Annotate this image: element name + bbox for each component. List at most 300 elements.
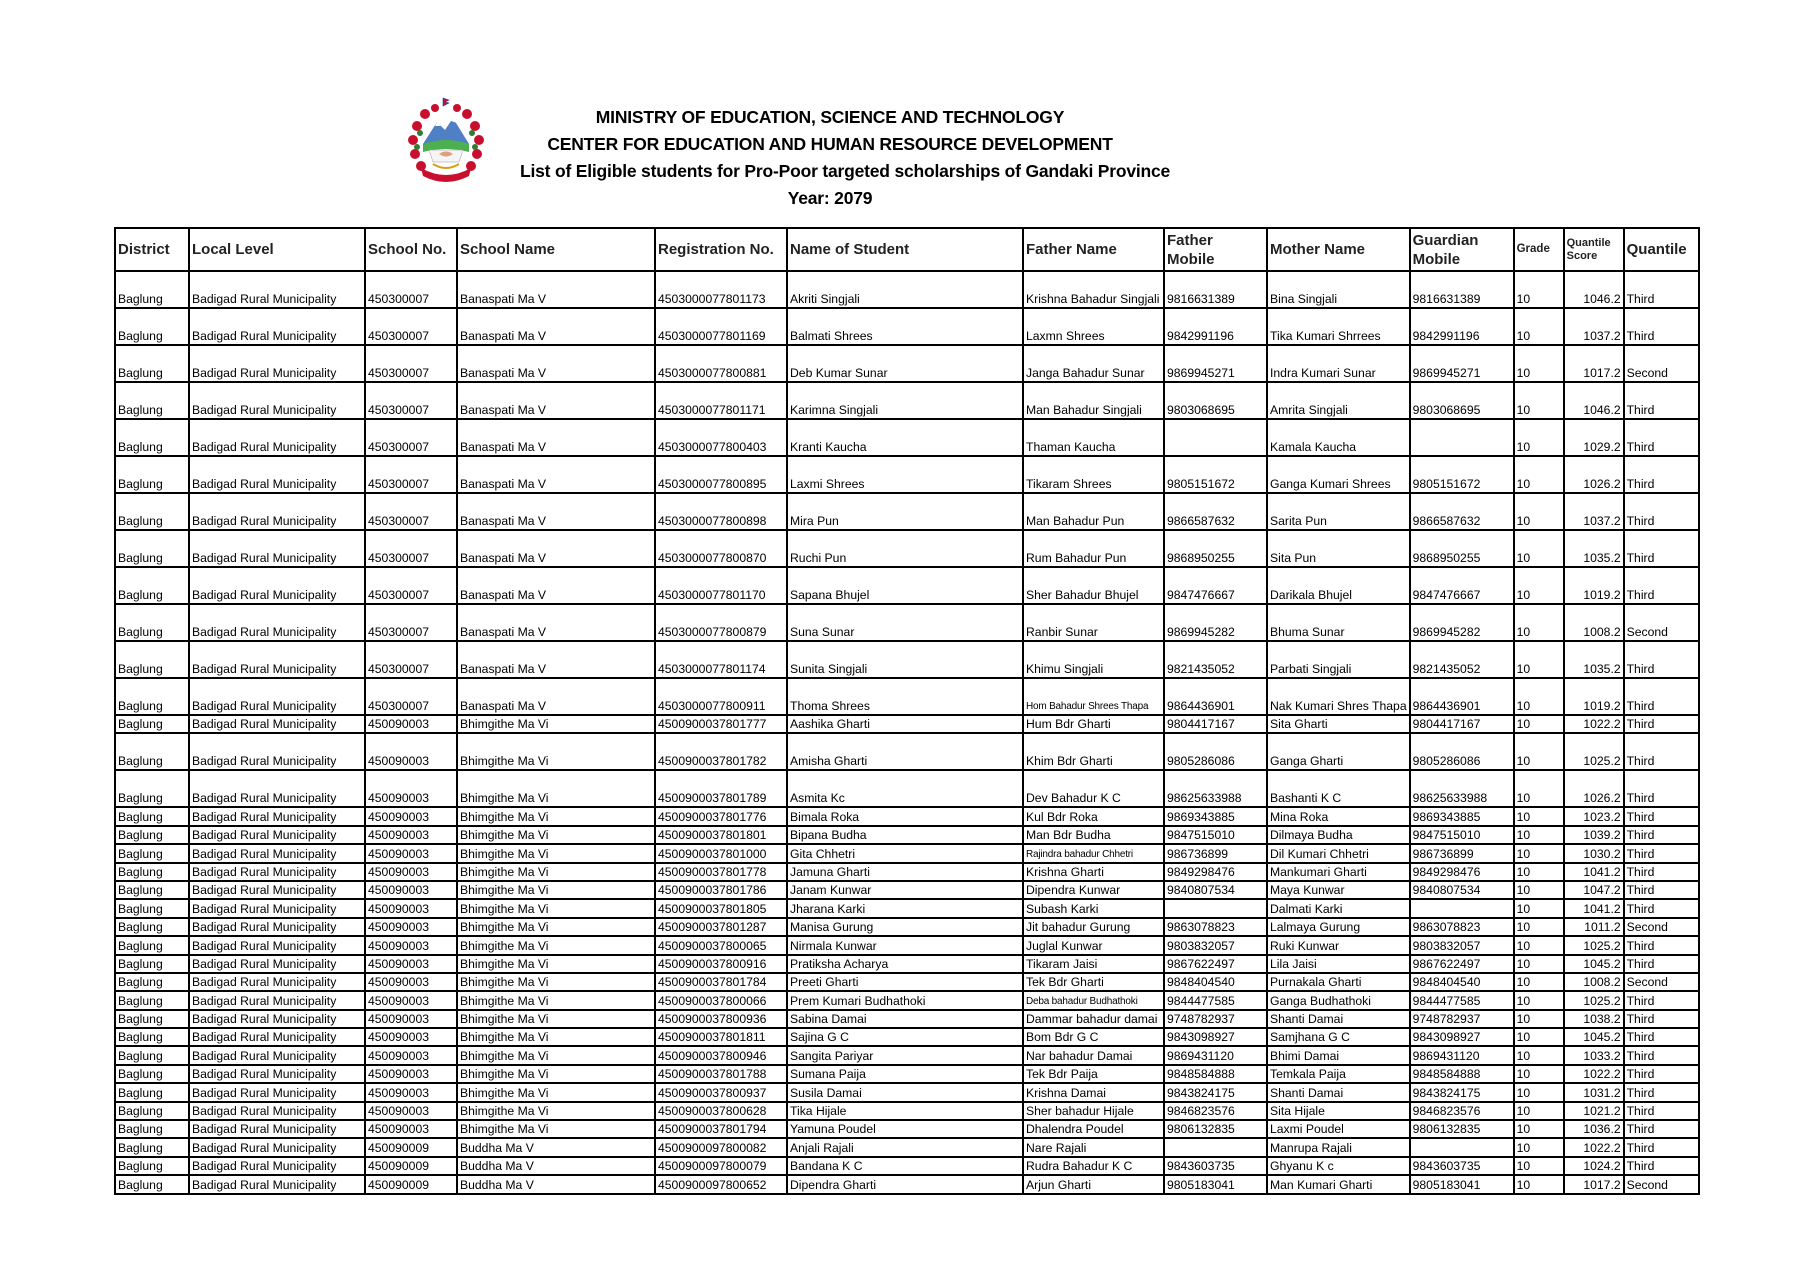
cell-registration-no: 4500900037801782	[655, 733, 787, 770]
table-row	[115, 1010, 1699, 1028]
cell-district: Baglung	[115, 1175, 189, 1193]
cell-mother-name: Bina Singjali	[1267, 271, 1410, 308]
column-header-district: District	[115, 228, 189, 271]
cell-father-name: Juglal Kunwar	[1023, 936, 1164, 954]
cell-local-level: Badigad Rural Municipality	[189, 844, 365, 862]
cell-guardian-mobile: 9848404540	[1410, 973, 1514, 991]
cell-quantile-score: 1039.2	[1564, 826, 1624, 844]
cell-school-no: 450090003	[365, 826, 457, 844]
cell-grade: 10	[1514, 973, 1564, 991]
cell-quantile-score: 1033.2	[1564, 1046, 1624, 1064]
cell-quantile-score: 1038.2	[1564, 1010, 1624, 1028]
cell-student-name: Janam Kunwar	[787, 881, 1023, 899]
cell-school-no: 450300007	[365, 271, 457, 308]
cell-grade: 10	[1514, 899, 1564, 917]
cell-school-name: Banaspati Ma V	[457, 271, 655, 308]
cell-school-name: Bhimgithe Ma Vi	[457, 899, 655, 917]
cell-father-name: Subash Karki	[1023, 899, 1164, 917]
cell-quantile-score: 1022.2	[1564, 1138, 1624, 1156]
cell-quantile: Third	[1624, 826, 1699, 844]
cell-school-no: 450090003	[365, 770, 457, 807]
cell-school-no: 450300007	[365, 641, 457, 678]
cell-quantile-score: 1011.2	[1564, 918, 1624, 936]
cell-father-name: Krishna Damai	[1023, 1083, 1164, 1101]
cell-quantile: Third	[1624, 271, 1699, 308]
cell-school-name: Bhimgithe Ma Vi	[457, 826, 655, 844]
cell-guardian-mobile: 9842991196	[1410, 308, 1514, 345]
cell-local-level: Badigad Rural Municipality	[189, 1083, 365, 1101]
cell-guardian-mobile	[1410, 419, 1514, 456]
table-row	[115, 936, 1699, 954]
cell-father-name: Tek Bdr Gharti	[1023, 973, 1164, 991]
cell-registration-no: 4500900037800946	[655, 1046, 787, 1064]
cell-school-name: Banaspati Ma V	[457, 567, 655, 604]
cell-school-no: 450090003	[365, 899, 457, 917]
cell-guardian-mobile: 9849298476	[1410, 863, 1514, 881]
table-row	[115, 456, 1699, 493]
cell-local-level: Badigad Rural Municipality	[189, 770, 365, 807]
cell-school-name: Banaspati Ma V	[457, 641, 655, 678]
cell-student-name: Anjali Rajali	[787, 1138, 1023, 1156]
cell-quantile: Third	[1624, 1157, 1699, 1175]
cell-registration-no: 4500900037800066	[655, 991, 787, 1009]
cell-school-no: 450090003	[365, 844, 457, 862]
cell-school-no: 450300007	[365, 382, 457, 419]
table-row	[115, 1028, 1699, 1046]
cell-school-no: 450090009	[365, 1138, 457, 1156]
cell-father-name: Krishna Gharti	[1023, 863, 1164, 881]
cell-mother-name: Dil Kumari Chhetri	[1267, 844, 1410, 862]
ministry-title: MINISTRY OF EDUCATION, SCIENCE AND TECHNOLOGY	[595, 107, 1065, 127]
cell-local-level: Badigad Rural Municipality	[189, 955, 365, 973]
cell-father-mobile: 9748782937	[1164, 1010, 1267, 1028]
cell-district: Baglung	[115, 844, 189, 862]
center-title: CENTER FOR EDUCATION AND HUMAN RESOURCE DEVELOPMENT	[547, 134, 1113, 154]
cell-school-name: Bhimgithe Ma Vi	[457, 1120, 655, 1138]
cell-father-name: Nar bahadur Damai	[1023, 1046, 1164, 1064]
cell-district: Baglung	[115, 770, 189, 807]
table-row	[115, 881, 1699, 899]
cell-student-name: Gita Chhetri	[787, 844, 1023, 862]
cell-student-name: Thoma Shrees	[787, 678, 1023, 715]
cell-local-level: Badigad Rural Municipality	[189, 733, 365, 770]
cell-guardian-mobile: 9846823576	[1410, 1102, 1514, 1120]
table-row	[115, 345, 1699, 382]
cell-grade: 10	[1514, 881, 1564, 899]
cell-district: Baglung	[115, 1046, 189, 1064]
cell-district: Baglung	[115, 1102, 189, 1120]
cell-student-name: Suna Sunar	[787, 604, 1023, 641]
eligible-students-table	[114, 227, 1700, 1195]
cell-registration-no: 4500900097800652	[655, 1175, 787, 1193]
cell-quantile: Third	[1624, 1046, 1699, 1064]
cell-father-name: Tek Bdr Paija	[1023, 1065, 1164, 1083]
cell-registration-no: 4500900037801788	[655, 1065, 787, 1083]
cell-grade: 10	[1514, 493, 1564, 530]
cell-mother-name: Lila Jaisi	[1267, 955, 1410, 973]
cell-mother-name: Nak Kumari Shres Thapa	[1267, 678, 1410, 715]
cell-grade: 10	[1514, 733, 1564, 770]
cell-registration-no: 4500900037801786	[655, 881, 787, 899]
cell-grade: 10	[1514, 1157, 1564, 1175]
cell-local-level: Badigad Rural Municipality	[189, 991, 365, 1009]
cell-student-name: Amisha Gharti	[787, 733, 1023, 770]
cell-guardian-mobile: 9805151672	[1410, 456, 1514, 493]
table-row	[115, 604, 1699, 641]
cell-grade: 10	[1514, 826, 1564, 844]
cell-grade: 10	[1514, 1102, 1564, 1120]
cell-grade: 10	[1514, 382, 1564, 419]
cell-school-no: 450300007	[365, 345, 457, 382]
cell-school-name: Bhimgithe Ma Vi	[457, 844, 655, 862]
cell-father-name: Jit bahadur Gurung	[1023, 918, 1164, 936]
table-row	[115, 1083, 1699, 1101]
cell-father-name: Kul Bdr Roka	[1023, 807, 1164, 825]
cell-local-level: Badigad Rural Municipality	[189, 493, 365, 530]
cell-father-mobile: 9821435052	[1164, 641, 1267, 678]
cell-school-no: 450090003	[365, 807, 457, 825]
cell-grade: 10	[1514, 863, 1564, 881]
cell-father-mobile: 9805286086	[1164, 733, 1267, 770]
cell-mother-name: Manrupa Rajali	[1267, 1138, 1410, 1156]
cell-registration-no: 4503000077801171	[655, 382, 787, 419]
cell-student-name: Pratiksha Acharya	[787, 955, 1023, 973]
cell-student-name: Sajina G C	[787, 1028, 1023, 1046]
cell-quantile-score: 1041.2	[1564, 899, 1624, 917]
table-row	[115, 807, 1699, 825]
cell-quantile: Third	[1624, 991, 1699, 1009]
cell-father-mobile: 9843098927	[1164, 1028, 1267, 1046]
cell-mother-name: Mina Roka	[1267, 807, 1410, 825]
cell-registration-no: 4500900037801805	[655, 899, 787, 917]
cell-guardian-mobile: 9805183041	[1410, 1175, 1514, 1193]
cell-father-name: Man Bahadur Singjali	[1023, 382, 1164, 419]
cell-guardian-mobile: 9864436901	[1410, 678, 1514, 715]
cell-school-name: Banaspati Ma V	[457, 604, 655, 641]
cell-quantile-score: 1037.2	[1564, 308, 1624, 345]
cell-guardian-mobile: 9816631389	[1410, 271, 1514, 308]
cell-guardian-mobile: 9803832057	[1410, 936, 1514, 954]
cell-registration-no: 4503000077800895	[655, 456, 787, 493]
cell-student-name: Balmati Shrees	[787, 308, 1023, 345]
cell-local-level: Badigad Rural Municipality	[189, 918, 365, 936]
cell-district: Baglung	[115, 1120, 189, 1138]
cell-father-name: Rum Bahadur Pun	[1023, 530, 1164, 567]
cell-father-name: Dipendra Kunwar	[1023, 881, 1164, 899]
cell-registration-no: 4500900037801778	[655, 863, 787, 881]
cell-guardian-mobile: 9843098927	[1410, 1028, 1514, 1046]
cell-mother-name: Dilmaya Budha	[1267, 826, 1410, 844]
cell-quantile-score: 1019.2	[1564, 678, 1624, 715]
cell-grade: 10	[1514, 1175, 1564, 1193]
cell-school-name: Bhimgithe Ma Vi	[457, 715, 655, 733]
cell-school-name: Banaspati Ma V	[457, 345, 655, 382]
cell-quantile-score: 1026.2	[1564, 456, 1624, 493]
cell-guardian-mobile: 9748782937	[1410, 1010, 1514, 1028]
cell-quantile-score: 1046.2	[1564, 271, 1624, 308]
cell-father-name: Tikaram Shrees	[1023, 456, 1164, 493]
cell-school-no: 450090003	[365, 1046, 457, 1064]
cell-father-mobile: 9868950255	[1164, 530, 1267, 567]
cell-quantile: Third	[1624, 493, 1699, 530]
cell-mother-name: Bhimi Damai	[1267, 1046, 1410, 1064]
cell-father-mobile: 9805183041	[1164, 1175, 1267, 1193]
cell-father-name: Khim Bdr Gharti	[1023, 733, 1164, 770]
cell-school-no: 450090003	[365, 1102, 457, 1120]
cell-student-name: Sumana Paija	[787, 1065, 1023, 1083]
cell-quantile: Second	[1624, 345, 1699, 382]
cell-school-no: 450090003	[365, 863, 457, 881]
cell-school-name: Bhimgithe Ma Vi	[457, 1046, 655, 1064]
cell-grade: 10	[1514, 1028, 1564, 1046]
cell-guardian-mobile: 9847515010	[1410, 826, 1514, 844]
cell-local-level: Badigad Rural Municipality	[189, 1046, 365, 1064]
cell-district: Baglung	[115, 955, 189, 973]
cell-school-no: 450300007	[365, 678, 457, 715]
cell-student-name: Nirmala Kunwar	[787, 936, 1023, 954]
cell-quantile-score: 1021.2	[1564, 1102, 1624, 1120]
cell-student-name: Sapana Bhujel	[787, 567, 1023, 604]
table-row	[115, 955, 1699, 973]
cell-grade: 10	[1514, 308, 1564, 345]
cell-registration-no: 4500900037801000	[655, 844, 787, 862]
cell-father-name: Janga Bahadur Sunar	[1023, 345, 1164, 382]
cell-guardian-mobile: 9869945282	[1410, 604, 1514, 641]
cell-quantile: Third	[1624, 456, 1699, 493]
cell-school-name: Bhimgithe Ma Vi	[457, 1102, 655, 1120]
cell-grade: 10	[1514, 844, 1564, 862]
cell-quantile: Third	[1624, 899, 1699, 917]
cell-father-mobile: 9869343885	[1164, 807, 1267, 825]
cell-school-name: Banaspati Ma V	[457, 530, 655, 567]
cell-father-mobile: 9803068695	[1164, 382, 1267, 419]
cell-school-no: 450090009	[365, 1175, 457, 1193]
cell-father-name: Hum Bdr Gharti	[1023, 715, 1164, 733]
cell-school-name: Bhimgithe Ma Vi	[457, 918, 655, 936]
cell-guardian-mobile: 986736899	[1410, 844, 1514, 862]
cell-student-name: Jharana Karki	[787, 899, 1023, 917]
cell-district: Baglung	[115, 1028, 189, 1046]
cell-school-name: Bhimgithe Ma Vi	[457, 973, 655, 991]
cell-father-mobile: 9847476667	[1164, 567, 1267, 604]
cell-father-name: Rudra Bahadur K C	[1023, 1157, 1164, 1175]
cell-student-name: Sunita Singjali	[787, 641, 1023, 678]
cell-grade: 10	[1514, 1083, 1564, 1101]
cell-guardian-mobile: 9847476667	[1410, 567, 1514, 604]
cell-guardian-mobile: 9806132835	[1410, 1120, 1514, 1138]
cell-district: Baglung	[115, 604, 189, 641]
cell-district: Baglung	[115, 530, 189, 567]
cell-local-level: Badigad Rural Municipality	[189, 936, 365, 954]
cell-quantile: Third	[1624, 1083, 1699, 1101]
cell-registration-no: 4503000077800898	[655, 493, 787, 530]
cell-quantile: Third	[1624, 1138, 1699, 1156]
table-row	[115, 733, 1699, 770]
cell-mother-name: Bashanti K C	[1267, 770, 1410, 807]
cell-grade: 10	[1514, 1138, 1564, 1156]
cell-mother-name: Mankumari Gharti	[1267, 863, 1410, 881]
cell-mother-name: Ghyanu K c	[1267, 1157, 1410, 1175]
cell-district: Baglung	[115, 918, 189, 936]
cell-quantile-score: 1024.2	[1564, 1157, 1624, 1175]
cell-school-no: 450090003	[365, 1083, 457, 1101]
cell-school-no: 450090003	[365, 1010, 457, 1028]
cell-registration-no: 4500900037801801	[655, 826, 787, 844]
cell-grade: 10	[1514, 1010, 1564, 1028]
cell-district: Baglung	[115, 881, 189, 899]
cell-registration-no: 4503000077801173	[655, 271, 787, 308]
table-row	[115, 678, 1699, 715]
cell-mother-name: Ganga Kumari Shrees	[1267, 456, 1410, 493]
cell-father-mobile: 9842991196	[1164, 308, 1267, 345]
cell-guardian-mobile: 9804417167	[1410, 715, 1514, 733]
cell-registration-no: 4503000077801169	[655, 308, 787, 345]
cell-father-mobile: 9869945282	[1164, 604, 1267, 641]
cell-local-level: Badigad Rural Municipality	[189, 1102, 365, 1120]
cell-quantile: Second	[1624, 604, 1699, 641]
cell-school-no: 450300007	[365, 456, 457, 493]
table-row	[115, 973, 1699, 991]
cell-school-name: Bhimgithe Ma Vi	[457, 1065, 655, 1083]
cell-quantile: Third	[1624, 1010, 1699, 1028]
cell-quantile: Third	[1624, 530, 1699, 567]
table-row	[115, 567, 1699, 604]
table-row	[115, 1138, 1699, 1156]
cell-mother-name: Darikala Bhujel	[1267, 567, 1410, 604]
cell-quantile: Third	[1624, 1120, 1699, 1138]
cell-quantile-score: 1035.2	[1564, 641, 1624, 678]
cell-quantile-score: 1037.2	[1564, 493, 1624, 530]
cell-father-mobile	[1164, 899, 1267, 917]
cell-district: Baglung	[115, 678, 189, 715]
cell-father-mobile: 9804417167	[1164, 715, 1267, 733]
cell-local-level: Badigad Rural Municipality	[189, 881, 365, 899]
cell-guardian-mobile: 9867622497	[1410, 955, 1514, 973]
cell-mother-name: Ganga Gharti	[1267, 733, 1410, 770]
cell-mother-name: Amrita Singjali	[1267, 382, 1410, 419]
table-row	[115, 826, 1699, 844]
cell-quantile-score: 1025.2	[1564, 991, 1624, 1009]
cell-quantile: Third	[1624, 863, 1699, 881]
column-header-grade: Grade	[1514, 228, 1564, 271]
cell-guardian-mobile: 9869343885	[1410, 807, 1514, 825]
cell-school-name: Bhimgithe Ma Vi	[457, 955, 655, 973]
cell-local-level: Badigad Rural Municipality	[189, 308, 365, 345]
cell-student-name: Tika Hijale	[787, 1102, 1023, 1120]
cell-local-level: Badigad Rural Municipality	[189, 604, 365, 641]
cell-father-mobile: 9847515010	[1164, 826, 1267, 844]
table-row	[115, 899, 1699, 917]
column-header-student-name: Name of Student	[787, 228, 1023, 271]
table-row	[115, 991, 1699, 1009]
cell-local-level: Badigad Rural Municipality	[189, 271, 365, 308]
cell-district: Baglung	[115, 271, 189, 308]
cell-student-name: Sangita Pariyar	[787, 1046, 1023, 1064]
cell-father-name: Deba bahadur Budhathoki	[1023, 991, 1164, 1009]
cell-father-name: Man Bahadur Pun	[1023, 493, 1164, 530]
cell-grade: 10	[1514, 641, 1564, 678]
table-body	[115, 271, 1699, 1194]
cell-district: Baglung	[115, 899, 189, 917]
cell-school-name: Bhimgithe Ma Vi	[457, 881, 655, 899]
table-row	[115, 530, 1699, 567]
cell-student-name: Dipendra Gharti	[787, 1175, 1023, 1193]
cell-father-mobile: 9806132835	[1164, 1120, 1267, 1138]
cell-registration-no: 4503000077800879	[655, 604, 787, 641]
cell-registration-no: 4500900037800065	[655, 936, 787, 954]
table-row	[115, 1065, 1699, 1083]
cell-quantile-score: 1025.2	[1564, 936, 1624, 954]
column-header-quantile: Quantile	[1624, 228, 1699, 271]
cell-local-level: Badigad Rural Municipality	[189, 1028, 365, 1046]
column-header-mother-name: Mother Name	[1267, 228, 1410, 271]
cell-school-no: 450300007	[365, 567, 457, 604]
cell-district: Baglung	[115, 345, 189, 382]
cell-school-name: Bhimgithe Ma Vi	[457, 733, 655, 770]
cell-grade: 10	[1514, 456, 1564, 493]
cell-registration-no: 4503000077800911	[655, 678, 787, 715]
cell-local-level: Badigad Rural Municipality	[189, 899, 365, 917]
year-title: Year: 2079	[787, 188, 873, 208]
cell-student-name: Bipana Budha	[787, 826, 1023, 844]
cell-district: Baglung	[115, 973, 189, 991]
cell-school-no: 450090009	[365, 1157, 457, 1175]
cell-student-name: Manisa Gurung	[787, 918, 1023, 936]
cell-father-mobile: 9843603735	[1164, 1157, 1267, 1175]
cell-quantile-score: 1023.2	[1564, 807, 1624, 825]
cell-local-level: Badigad Rural Municipality	[189, 567, 365, 604]
cell-father-name: Rajindra bahadur Chhetri	[1023, 844, 1164, 862]
cell-grade: 10	[1514, 936, 1564, 954]
cell-mother-name: Dalmati Karki	[1267, 899, 1410, 917]
cell-quantile: Third	[1624, 881, 1699, 899]
cell-school-no: 450090003	[365, 715, 457, 733]
cell-grade: 10	[1514, 1046, 1564, 1064]
cell-father-name: Dev Bahadur K C	[1023, 770, 1164, 807]
cell-father-mobile: 98625633988	[1164, 770, 1267, 807]
cell-registration-no: 4500900037800916	[655, 955, 787, 973]
cell-grade: 10	[1514, 271, 1564, 308]
cell-registration-no: 4500900097800079	[655, 1157, 787, 1175]
table-row	[115, 918, 1699, 936]
table-row	[115, 493, 1699, 530]
table-header-row	[115, 228, 1699, 271]
cell-quantile: Second	[1624, 973, 1699, 991]
column-header-father-mobile: Father Mobile	[1164, 228, 1267, 271]
cell-student-name: Preeti Gharti	[787, 973, 1023, 991]
cell-grade: 10	[1514, 604, 1564, 641]
cell-mother-name: Maya Kunwar	[1267, 881, 1410, 899]
cell-school-no: 450090003	[365, 1065, 457, 1083]
cell-school-no: 450300007	[365, 493, 457, 530]
table-row	[115, 863, 1699, 881]
cell-grade: 10	[1514, 1120, 1564, 1138]
cell-student-name: Mira Pun	[787, 493, 1023, 530]
cell-mother-name: Samjhana G C	[1267, 1028, 1410, 1046]
cell-district: Baglung	[115, 567, 189, 604]
column-header-registration-no: Registration No.	[655, 228, 787, 271]
cell-quantile: Third	[1624, 1102, 1699, 1120]
cell-district: Baglung	[115, 863, 189, 881]
cell-quantile: Third	[1624, 567, 1699, 604]
table-row	[115, 382, 1699, 419]
cell-quantile-score: 1017.2	[1564, 1175, 1624, 1193]
cell-registration-no: 4500900097800082	[655, 1138, 787, 1156]
cell-grade: 10	[1514, 918, 1564, 936]
column-header-school-no: School No.	[365, 228, 457, 271]
cell-district: Baglung	[115, 1157, 189, 1175]
nepal-government-emblem-icon	[403, 96, 489, 188]
